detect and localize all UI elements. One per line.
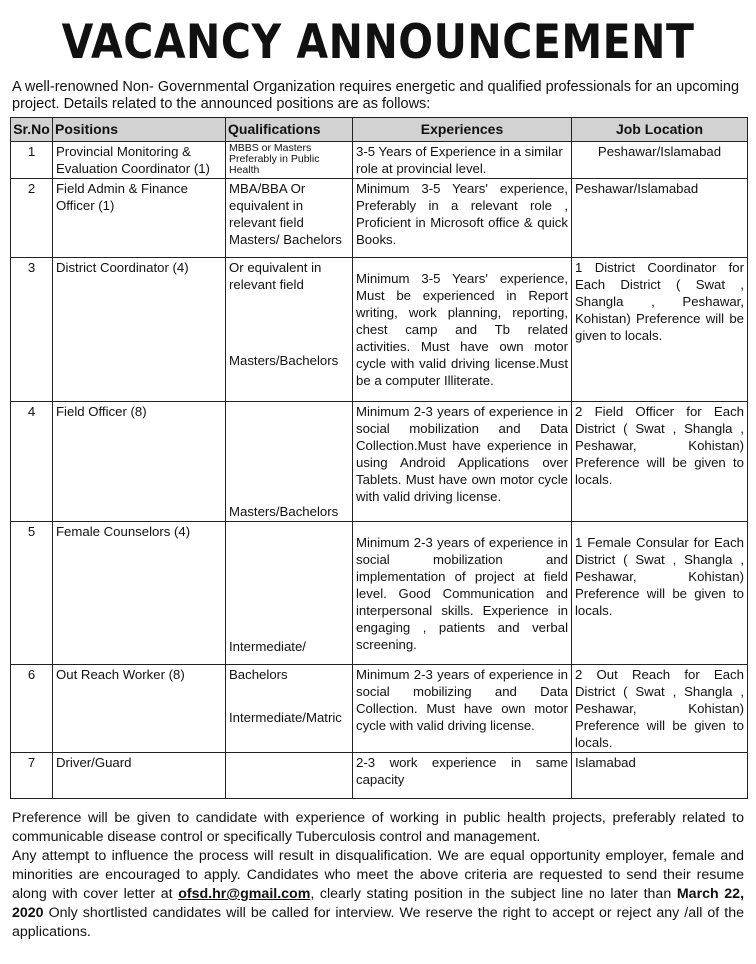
cell-location: 2 Field Officer for Each District ( Swat , Shangla , Peshawar, Kohistan) Preference will be given to locals.	[572, 402, 748, 522]
table-row	[11, 753, 748, 799]
header-job-location: Job Location	[572, 118, 748, 142]
intro-text: A well-renowned Non- Governmental Organization requires energetic and qualified professionals for an upcoming project. Details related to the announced positions are as follows:	[12, 79, 740, 112]
application-instructions	[12, 847, 744, 942]
table-row	[11, 402, 748, 522]
cell-location: Islamabad	[572, 753, 748, 799]
cell-srno: 5	[11, 522, 53, 665]
cell-location: Peshawar/Islamabad	[572, 179, 748, 258]
qualification-degree: Intermediate/Matric	[229, 710, 342, 725]
cell-srno: 3	[11, 258, 53, 402]
qualification-degree: Masters/Bachelors	[229, 504, 339, 519]
qualification-degree: Masters/ Bachelors	[229, 232, 342, 247]
preference-note: Preference will be given to candidate with experience of working in public health projects, preferably related to communicable disease control or specifically Tuberculosis control and management.	[12, 810, 744, 845]
cell-qualification	[226, 179, 353, 258]
qualification-text: Or equivalent in relevant field	[229, 260, 322, 292]
cell-srno: 2	[11, 179, 53, 258]
cell-location: 1 District Coordinator for Each District ( Swat , Shangla , Peshawar, Kohistan) Preference will be given to locals.	[572, 258, 748, 402]
page-title: VACANCY ANNOUNCEMENT	[61, 14, 695, 70]
cell-srno: 1	[11, 142, 53, 179]
cell-qualification	[226, 142, 353, 179]
cell-location: Peshawar/Islamabad	[572, 142, 748, 179]
cell-position: Provincial Monitoring & Evaluation Coordinator (1)	[53, 142, 226, 179]
table-row	[11, 179, 748, 258]
cell-location: 1 Female Consular for Each District ( Swat , Shangla , Peshawar, Kohistan) Preference will be given to locals.	[572, 522, 748, 665]
qualification-degree: Intermediate/	[229, 639, 306, 654]
closing-notes	[12, 809, 744, 942]
cell-qualification	[226, 665, 353, 753]
cell-qualification	[226, 258, 353, 402]
cell-position: District Coordinator (4)	[53, 258, 226, 402]
qualification-degree: Masters/Bachelors	[229, 353, 339, 368]
table-header-row	[11, 118, 748, 142]
cell-experience: Minimum 3-5 Years' experience, Must be experienced in Report writing, work planning, reporting, chest camp and Tb related activities. Must have own motor cycle with valid driving license.Must be a computer Illiterate.	[353, 258, 572, 402]
announcement-page	[0, 4, 756, 964]
cell-srno: 6	[11, 665, 53, 753]
cell-experience: Minimum 2-3 years of experience in social mobilization and implementation of project at field level. Good Communication and interpersonal skills. Experience in engaging , patients and verbal screening.	[353, 522, 572, 665]
cell-experience: Minimum 3-5 Years' experience, Preferably in a relevant role , Proficient in Microsoft office & quick Books.	[353, 179, 572, 258]
cell-location: 2 Out Reach for Each District ( Swat , Shangla , Peshawar, Kohistan) Preference will be given to locals.	[572, 665, 748, 753]
table-row	[11, 522, 748, 665]
cell-position: Out Reach Worker (8)	[53, 665, 226, 753]
instructions-text: Any attempt to influence the process will result in disqualification. We are equal opportunity employer, female and minorities are encouraged to apply. Candidates who meet the above criteria are requested to send their resume along with cover letter at	[12, 848, 744, 902]
cell-srno: 4	[11, 402, 53, 522]
cell-position: Female Counselors (4)	[53, 522, 226, 665]
deadline-date: March 22, 2020	[12, 886, 745, 921]
cell-experience: Minimum 2-3 years of experience in social mobilization and Data Collection.Must have experience in using Android Applications over Tablets. Must have own motor cycle with valid driving license.	[353, 402, 572, 522]
vacancy-table	[10, 117, 748, 799]
instructions-text: Only shortlisted candidates will be called for interview. We reserve the right to accept or reject any /all of the applications.	[12, 905, 744, 940]
table-row	[11, 665, 748, 753]
email-link[interactable]: ofsd.hr@gmail.com	[178, 886, 311, 902]
header-qualifications: Qualifications	[226, 118, 353, 142]
qualification-text: Bachelors	[229, 667, 288, 682]
qualification-text: MBBS or Masters Preferably in Public Health	[229, 142, 320, 176]
cell-experience: 2-3 work experience in same capacity	[353, 753, 572, 799]
cell-qualification	[226, 402, 353, 522]
cell-position: Field Officer (8)	[53, 402, 226, 522]
header-srno: Sr.No	[11, 118, 53, 142]
table-row	[11, 142, 748, 179]
table-row	[11, 258, 748, 402]
instructions-text: , clearly stating position in the subject line no later than	[310, 886, 677, 902]
cell-experience: 3-5 Years of Experience in a similar role at provincial level.	[353, 142, 572, 179]
header-experiences: Experiences	[353, 118, 572, 142]
cell-srno: 7	[11, 753, 53, 799]
qualification-text: MBA/BBA Or equivalent in relevant field	[229, 181, 306, 230]
cell-qualification	[226, 753, 353, 799]
cell-position: Field Admin & Finance Officer (1)	[53, 179, 226, 258]
cell-experience: Minimum 2-3 years of experience in social mobilizing and Data Collection. Must have own motor cycle with valid driving license.	[353, 665, 572, 753]
cell-qualification	[226, 522, 353, 665]
header-positions: Positions	[53, 118, 226, 142]
cell-position: Driver/Guard	[53, 753, 226, 799]
